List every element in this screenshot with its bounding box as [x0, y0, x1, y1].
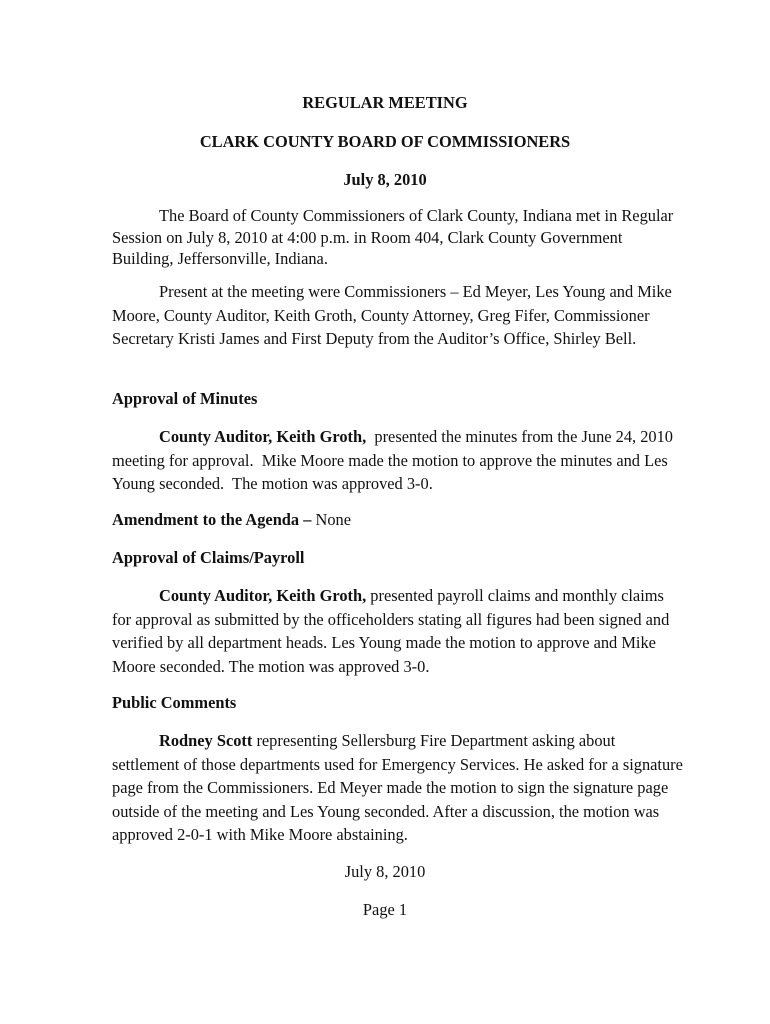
comments-text: representing Sellersburg Fire Department asking about settlement of those departments used for Emergency Services. He asked for a signature page from the Commissioners. Ed Meyer made the motion to sign the signature page outside of the meeting and Les Young seconded. After a discussion, the motion was approved 2-0-1 with Mike Moore abstaining.: [112, 731, 683, 844]
claims-lead-name: County Auditor, Keith Groth,: [159, 586, 367, 605]
intro-paragraph: The Board of County Commissioners of Clark County, Indiana met in Regular Session on July 8, 2010 at 4:00 p.m. in Room 404, Clark County Government Building, Jeffersonville, Indiana.: [112, 206, 674, 268]
approval-of-minutes-paragraph: [112, 425, 684, 496]
meeting-date: July 8, 2010: [343, 170, 427, 189]
meeting-title: REGULAR MEETING: [302, 93, 468, 112]
minutes-text: presented the minutes from the June 24, 2010 meeting for approval. Mike Moore made the motion to approve the minutes and Les Young seconded. The motion was approved 3-0.: [112, 427, 678, 493]
footer-date: July 8, 2010: [344, 862, 426, 881]
amendment-value: None: [311, 510, 352, 529]
page-number: Page 1: [362, 900, 408, 919]
public-comments-heading: Public Comments: [112, 693, 237, 712]
claims-payroll-heading: Approval of Claims/Payroll: [112, 548, 305, 567]
public-comments-paragraph: [112, 729, 684, 847]
board-title: CLARK COUNTY BOARD OF COMMISSIONERS: [199, 132, 571, 151]
approval-of-minutes-heading: Approval of Minutes: [112, 389, 258, 408]
attendance-paragraph: Present at the meeting were Commissioners – Ed Meyer, Les Young and Mike Moore, County Auditor, Keith Groth, County Attorney, Greg Fifer, Commissioner Secretary Kristi James and First Deputy from the Auditor’s Office, Shirley Bell.: [112, 282, 672, 348]
claims-payroll-paragraph: [112, 584, 684, 678]
amendment-label: Amendment to the Agenda –: [112, 510, 312, 529]
claims-text: presented payroll claims and monthly claims for approval as submitted by the officeholders stating all figures had been signed and verified by all department heads. Les Young made the motion to approve and Mike Moore seconded. The motion was approved 3-0.: [112, 586, 670, 676]
minutes-lead-name: County Auditor, Keith Groth,: [159, 427, 367, 446]
amendment-heading: [112, 510, 351, 530]
comments-lead-name: Rodney Scott: [159, 731, 253, 750]
